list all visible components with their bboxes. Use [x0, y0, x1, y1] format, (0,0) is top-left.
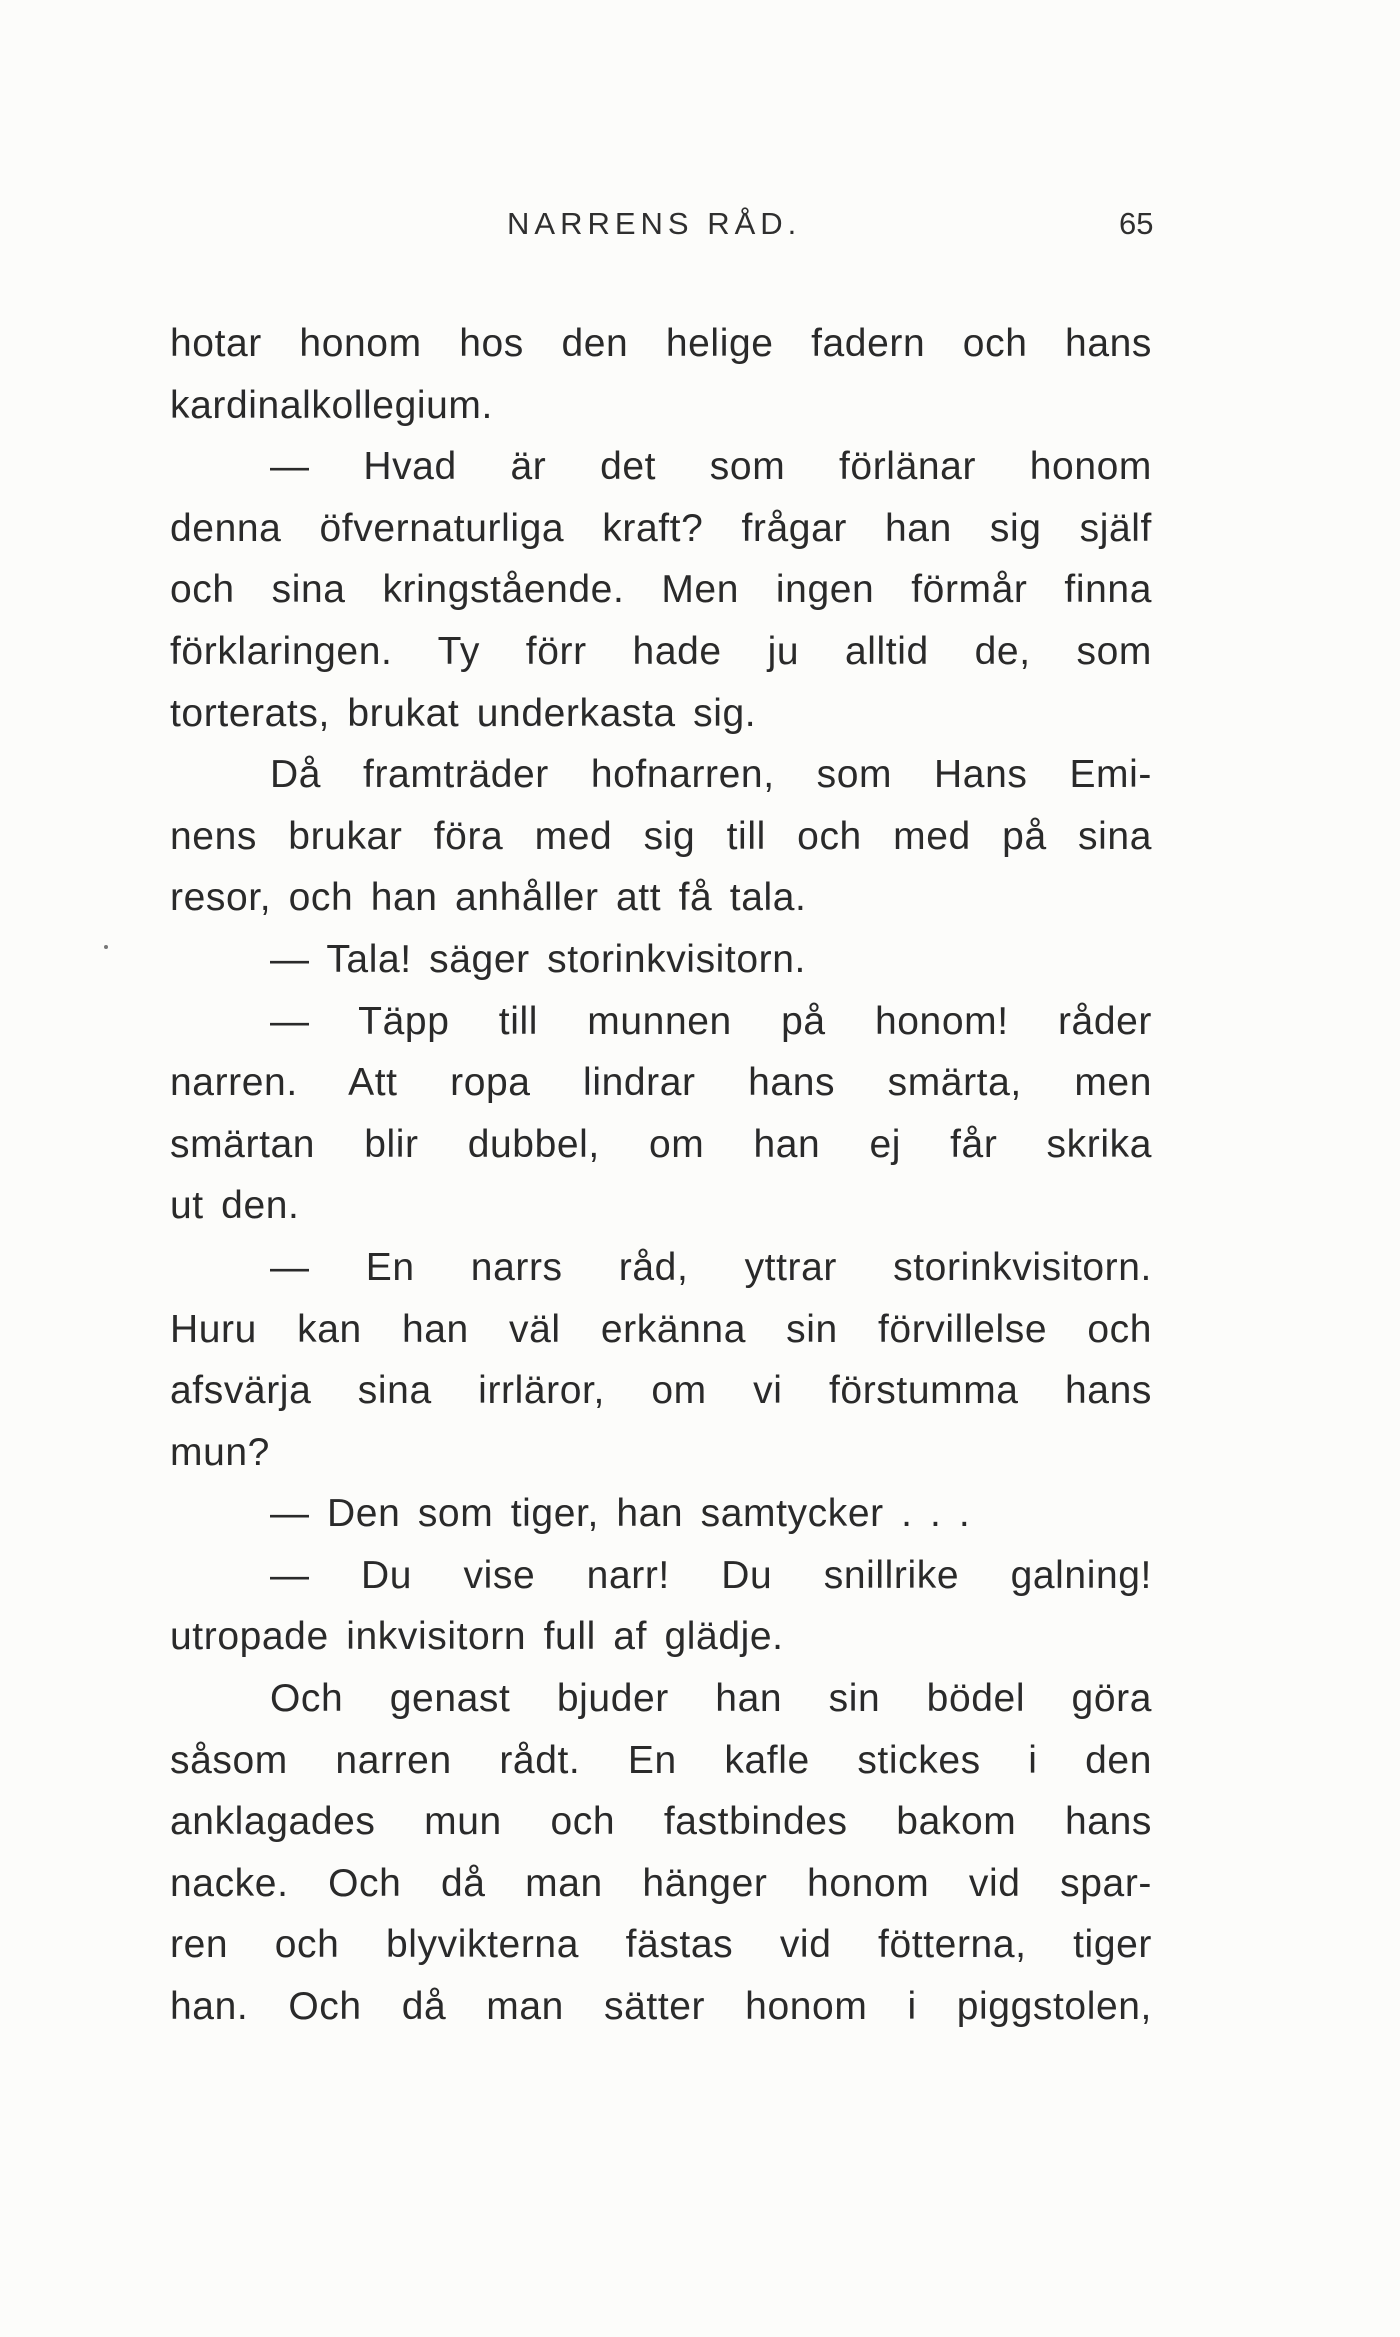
text-line-16: — En narrs råd, yttrar storinkvisitorn. [270, 1245, 1152, 1289]
page-number: 65 [1119, 206, 1154, 241]
running-head: NARRENS RÅD. [507, 206, 802, 241]
text-line-24: såsom narren rådt. En kafle stickes i den [170, 1738, 1152, 1782]
text-line-10: resor, och han anhåller att få tala. [170, 876, 807, 920]
text-line-13: narren. Att ropa lindrar hans smärta, men [170, 1061, 1152, 1105]
text-line-25: anklagades mun och fastbindes bakom hans [170, 1800, 1152, 1844]
text-line-6: förklaringen. Ty förr hade ju alltid de, som [170, 629, 1152, 673]
text-line-21: — Du vise narr! Du snillrike galning! [270, 1553, 1152, 1597]
text-line-7: torterats, brukat underkasta sig. [170, 691, 757, 735]
text-line-1: hotar honom hos den helige fadern och hans [170, 322, 1152, 365]
text-line-5: och sina kringstående. Men ingen förmår finna [170, 568, 1152, 612]
text-line-15: ut den. [170, 1184, 300, 1228]
text-line-14: smärtan blir dubbel, om han ej får skrika [170, 1122, 1152, 1166]
text-line-26: nacke. Och då man hänger honom vid spar- [170, 1861, 1152, 1905]
text-line-28: han. Och då man sätter honom i piggstolen, [170, 1985, 1152, 2029]
text-line-12: — Täpp till munnen på honom! råder [270, 999, 1152, 1043]
text-line-19: mun? [170, 1430, 270, 1474]
text-line-27: ren och blyvikterna fästas vid fötterna, tiger [170, 1923, 1152, 1967]
text-body [170, 313, 1152, 2038]
text-line-22: utropade inkvisitorn full af glädje. [170, 1615, 784, 1659]
text-line-23: Och genast bjuder han sin bödel göra [270, 1677, 1152, 1721]
text-line-2: kardinalkollegium. [170, 383, 493, 427]
text-line-9: nens brukar föra med sig till och med på sina [170, 814, 1152, 858]
text-line-17: Huru kan han väl erkänna sin förvillelse och [170, 1307, 1152, 1351]
text-line-20: — Den som tiger, han samtycker . . . [270, 1492, 971, 1536]
text-line-11: — Tala! säger storinkvisitorn. [270, 937, 806, 981]
text-line-3: — Hvad är det som förlänar honom [270, 445, 1152, 489]
text-line-8: Då framträder hofnarren, som Hans Emi- [270, 753, 1152, 797]
text-line-4: denna öfvernaturliga kraft? frågar han sig själf [170, 506, 1152, 550]
text-line-18: afsvärja sina irrläror, om vi förstumma hans [170, 1369, 1152, 1413]
stray-mark [104, 945, 108, 949]
